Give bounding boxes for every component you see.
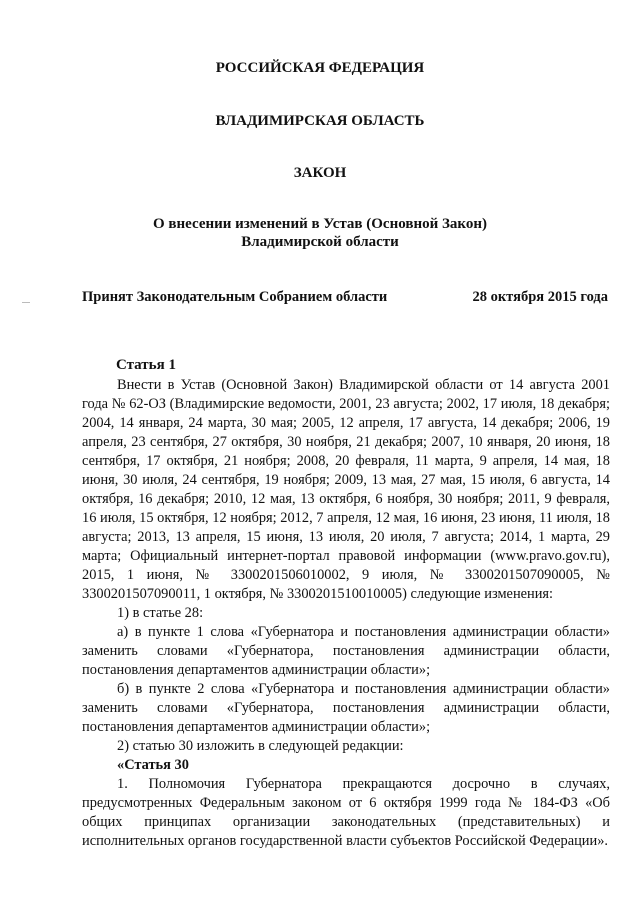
- scan-artifact: [22, 302, 30, 303]
- law-title-line1: О внесении изменений в Устав (Основной Закон): [152, 216, 487, 232]
- article-1-title: Статья 1: [116, 357, 176, 373]
- adoption-date: 28 октября 2015 года: [472, 289, 608, 305]
- doc-type-heading: ЗАКОН: [293, 165, 347, 181]
- law-title-line2: Владимирской области: [241, 234, 399, 250]
- region-heading: ВЛАДИМИРСКАЯ ОБЛАСТЬ: [215, 113, 425, 129]
- item-1a: а) в пункте 1 слова «Губернатора и постановления администрации области» заменить словами «Губернатора, постановления администрации области, постановления департаментов администрации области»;: [82, 624, 610, 678]
- item-2: 2) статью 30 изложить в следующей редакции:: [117, 738, 404, 754]
- article-1-body: [82, 376, 610, 851]
- country-heading: РОССИЙСКАЯ ФЕДЕРАЦИЯ: [215, 60, 425, 76]
- item-1: 1) в статье 28:: [117, 605, 204, 621]
- adopted-by: Принят Законодательным Собранием области: [82, 289, 388, 305]
- quoted-article-30-title: «Статья 30: [117, 757, 189, 773]
- article-1-intro: Внести в Устав (Основной Закон) Владимирской области от 14 августа 2001 года № 62-ОЗ (Владимирские ведомости, 2001, 23 августа; 2002, 17 июля, 18 декабря; 2004, 14 января, 24 марта, 30 мая; 2005, 12 апреля, 17 августа, 14 декабря; 2006, 19 апреля, 23 сентября, 27 октября, 30 ноября, 21 декабря; 2007, 10 января, 20 июня, 18 сентября, 17 октября, 21 ноября; 2008, 20 февраля, 11 марта, 9 апреля, 14 мая, 18 июня, 30 июля, 24 сентября, 19 ноября; 2009, 13 мая, 27 мая, 15 июля, 6 августа, 14 октября, 16 декабря; 2010, 12 мая, 13 октября, 6 ноября, 30 ноября; 2011, 9 февраля, 16 июля, 15 октября, 12 ноября; 2012, 7 апреля, 12 мая, 16 июня, 23 июня, 11 июля, 18 августа; 2013, 13 апреля, 15 июня, 13 июля, 20 июля, 7 августа; 2014, 1 марта, 29 марта; Официальный интернет-портал правовой информации (www.pravo.gov.ru), 2015, 1 июня, № 3300201506010002, 9 июля, № 3300201507090005, № 3300201507090011, 1 октября, № 3300201510010005) следующие изменения:: [82, 377, 610, 602]
- item-1b: б) в пункте 2 слова «Губернатора и постановления администрации области» заменить словами «Губернатора, постановления администрации области, постановления департаментов администрации области»;: [82, 681, 610, 735]
- quoted-article-30-p1: 1. Полномочия Губернатора прекращаются досрочно в случаях, предусмотренных Федеральным законом от 6 октября 1999 года № 184-ФЗ «Об общих принципах организации законодательных (представительных) и исполнительных органов государственной власти субъектов Российской Федерации».: [82, 776, 610, 849]
